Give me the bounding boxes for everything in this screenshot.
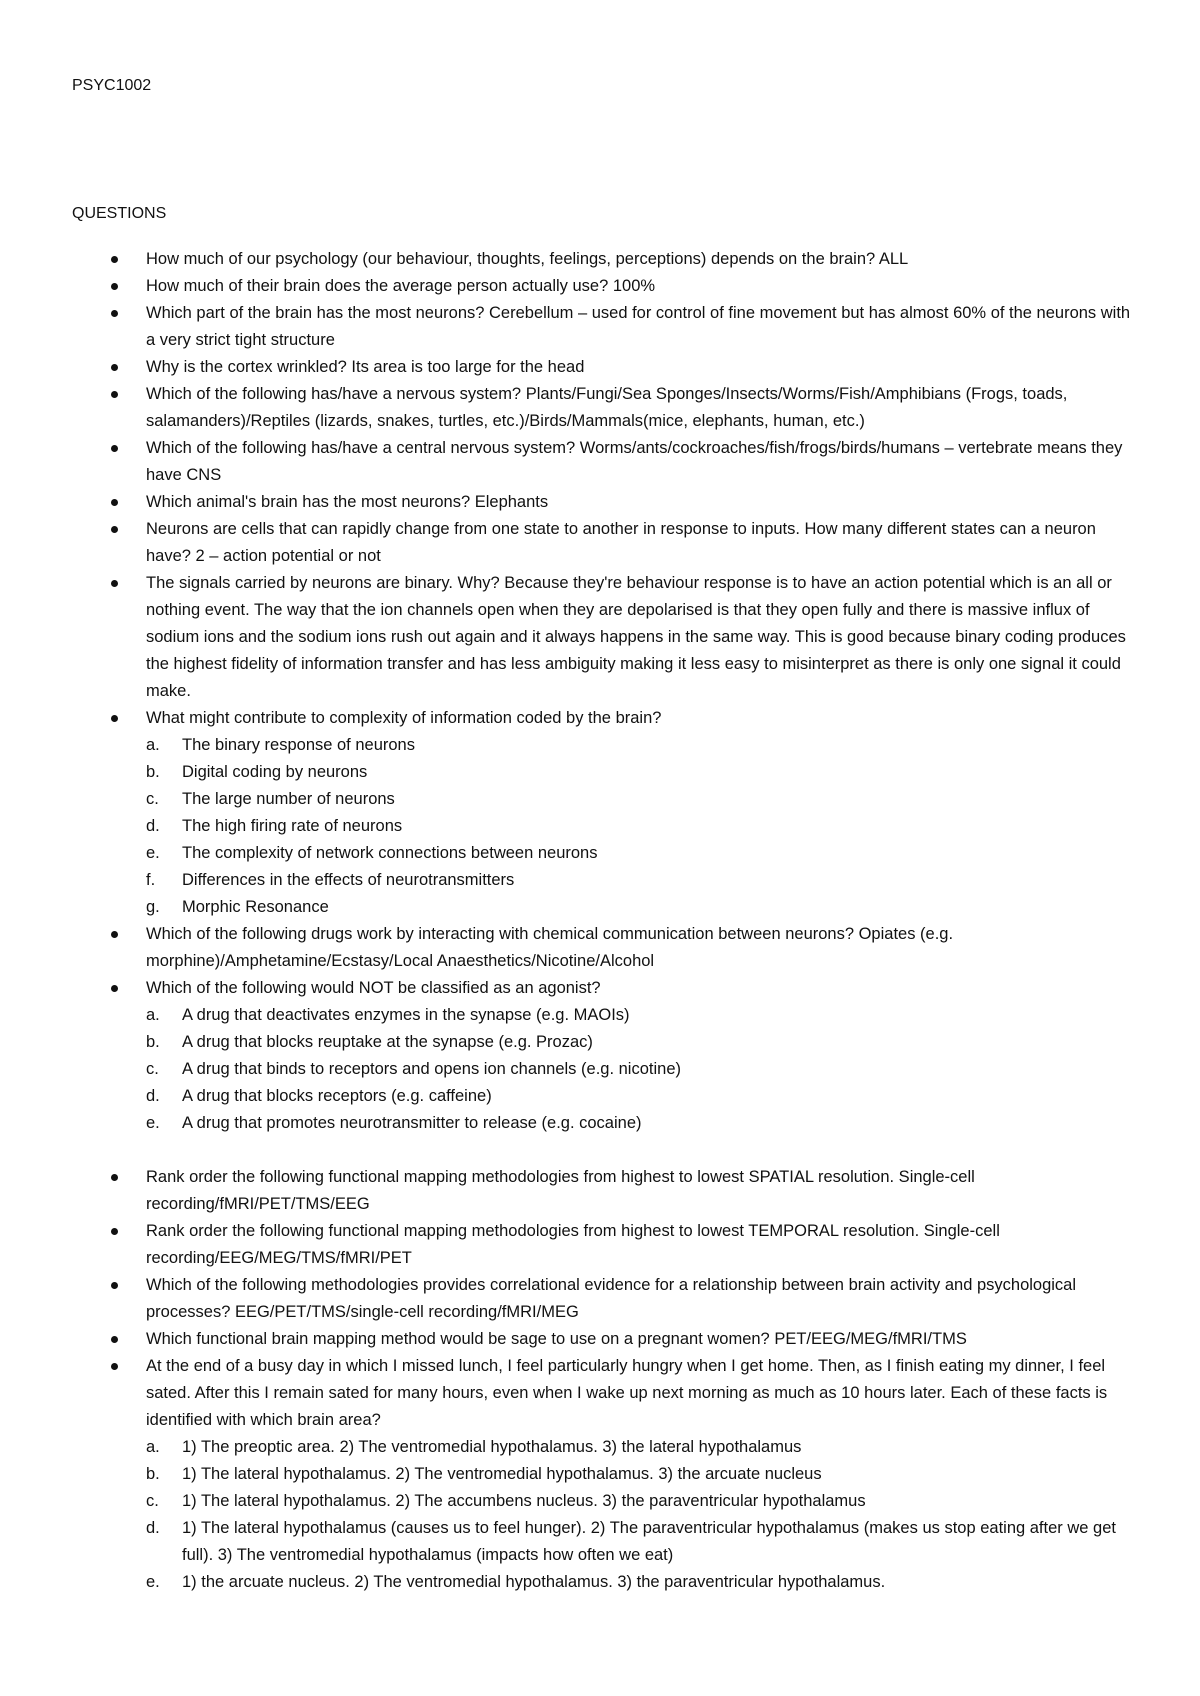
option-text: The binary response of neurons bbox=[182, 736, 415, 754]
option-item bbox=[146, 1488, 1132, 1515]
question-text: What might contribute to complexity of information coded by the brain? bbox=[146, 709, 662, 727]
option-letter: e. bbox=[146, 844, 160, 862]
option-letter: g. bbox=[146, 898, 160, 916]
question-item bbox=[96, 300, 1132, 354]
option-item bbox=[146, 1110, 1132, 1137]
option-text: The large number of neurons bbox=[182, 790, 395, 808]
question-item bbox=[96, 354, 1132, 381]
option-letter: e. bbox=[146, 1573, 160, 1591]
option-item bbox=[146, 1056, 1132, 1083]
option-text: The high firing rate of neurons bbox=[182, 817, 403, 835]
question-item bbox=[96, 1326, 1132, 1353]
course-code: PSYC1002 bbox=[72, 77, 152, 94]
question-item bbox=[96, 489, 1132, 516]
question-text: How much of our psychology (our behaviour, thoughts, feelings, perceptions) depends on the brain? ALL bbox=[146, 250, 909, 268]
option-text: A drug that binds to receptors and opens ion channels (e.g. nicotine) bbox=[182, 1060, 681, 1078]
option-text: Digital coding by neurons bbox=[182, 763, 368, 781]
question-text: Which of the following drugs work by interacting with chemical communication between neurons? Opiates (e.g. morphine)/Amphetamine/Ecstasy/Local Anaesthetics/Nicotine/Alcohol bbox=[146, 925, 954, 970]
option-text: The complexity of network connections between neurons bbox=[182, 844, 598, 862]
option-letter: b. bbox=[146, 1033, 160, 1051]
question-text: Rank order the following functional mapping methodologies from highest to lowest SPATIAL resolution. Single-cell recording/fMRI/PET/TMS/EEG bbox=[146, 1168, 975, 1213]
option-item bbox=[146, 1569, 1132, 1596]
question-item bbox=[96, 381, 1132, 435]
option-item bbox=[146, 732, 1132, 759]
question-text: How much of their brain does the average person actually use? 100% bbox=[146, 277, 656, 295]
option-item bbox=[146, 1515, 1132, 1569]
question-item bbox=[96, 1218, 1132, 1272]
option-item bbox=[146, 1083, 1132, 1110]
question-text: Which functional brain mapping method would be sage to use on a pregnant women? PET/EEG/MEG/fMRI/TMS bbox=[146, 1330, 967, 1348]
option-list bbox=[146, 732, 1132, 921]
option-item bbox=[146, 894, 1132, 921]
question-text: Why is the cortex wrinkled? Its area is too large for the head bbox=[146, 358, 585, 376]
question-text: Which of the following methodologies provides correlational evidence for a relationship between brain activity and psychological processes? EEG/PET/TMS/single-cell recording/fMRI/MEG bbox=[146, 1276, 1077, 1321]
question-text: At the end of a busy day in which I missed lunch, I feel particularly hungry when I get home. Then, as I finish eating my dinner, I feel sated. After this I remain sated for many hours, even when I wake up next morning as much as 10 hours later. Each of these facts is identified with which brain area? bbox=[146, 1357, 1108, 1429]
option-list bbox=[146, 1002, 1132, 1137]
option-letter: f. bbox=[146, 871, 156, 889]
option-letter: d. bbox=[146, 817, 160, 835]
question-text: Which of the following would NOT be classified as an agonist? bbox=[146, 979, 601, 997]
option-text: A drug that deactivates enzymes in the synapse (e.g. MAOIs) bbox=[182, 1006, 630, 1024]
option-item bbox=[146, 1029, 1132, 1056]
option-letter: c. bbox=[146, 790, 159, 808]
option-letter: b. bbox=[146, 763, 160, 781]
option-text: A drug that blocks reuptake at the synapse (e.g. Prozac) bbox=[182, 1033, 593, 1051]
option-item bbox=[146, 840, 1132, 867]
question-item bbox=[96, 435, 1132, 489]
option-item bbox=[146, 1461, 1132, 1488]
option-list bbox=[146, 1434, 1132, 1596]
option-text: 1) The preoptic area. 2) The ventromedial hypothalamus. 3) the lateral hypothalamus bbox=[182, 1438, 802, 1456]
question-text: Which of the following has/have a nervous system? Plants/Fungi/Sea Sponges/Insects/Worms/Fish/Amphibians (Frogs, toads, salamanders)/Reptiles (lizards, snakes, turtles, etc.)/Birds/Mammals(mice, elephants, human, etc.) bbox=[146, 385, 1068, 430]
option-letter: a. bbox=[146, 1438, 160, 1456]
option-text: A drug that promotes neurotransmitter to release (e.g. cocaine) bbox=[182, 1114, 642, 1132]
question-text: Rank order the following functional mapping methodologies from highest to lowest TEMPORAL resolution. Single-cell recording/EEG/MEG/TMS/fMRI/PET bbox=[146, 1222, 1000, 1267]
question-item bbox=[96, 1164, 1132, 1218]
option-item bbox=[146, 786, 1132, 813]
option-letter: d. bbox=[146, 1087, 160, 1105]
option-item bbox=[146, 759, 1132, 786]
question-item bbox=[96, 273, 1132, 300]
option-item bbox=[146, 1002, 1132, 1029]
option-item bbox=[146, 867, 1132, 894]
question-item bbox=[96, 1272, 1132, 1326]
question-text: The signals carried by neurons are binary. Why? Because they're behaviour response is to have an action potential which is an all or nothing event. The way that the ion channels open when they are depolarised is that they open fully and there is massive influx of sodium ions and the sodium ions rush out again and it always happens in the same way. This is good because binary coding produces the highest fidelity of information transfer and has less ambiguity making it less easy to misinterpret as there is only one signal it could make. bbox=[146, 574, 1126, 700]
question-text: Which of the following has/have a central nervous system? Worms/ants/cockroaches/fish/frogs/birds/humans – vertebrate means they have CNS bbox=[146, 439, 1123, 484]
option-letter: b. bbox=[146, 1465, 160, 1483]
option-item bbox=[146, 1434, 1132, 1461]
question-text: Neurons are cells that can rapidly change from one state to another in response to inputs. How many different states can a neuron have? 2 – action potential or not bbox=[146, 520, 1096, 565]
option-text: 1) the arcuate nucleus. 2) The ventromedial hypothalamus. 3) the paraventricular hypothalamus. bbox=[182, 1573, 886, 1591]
option-item bbox=[146, 813, 1132, 840]
question-text: Which part of the brain has the most neurons? Cerebellum – used for control of fine movement but has almost 60% of the neurons with a very strict tight structure bbox=[146, 304, 1131, 349]
option-text: A drug that blocks receptors (e.g. caffeine) bbox=[182, 1087, 492, 1105]
option-letter: a. bbox=[146, 1006, 160, 1024]
option-letter: d. bbox=[146, 1519, 160, 1537]
question-list bbox=[96, 246, 1132, 1596]
question-item bbox=[96, 1353, 1132, 1596]
question-item bbox=[96, 516, 1132, 570]
option-text: 1) The lateral hypothalamus. 2) The accumbens nucleus. 3) the paraventricular hypothalamus bbox=[182, 1492, 866, 1510]
question-item bbox=[96, 570, 1132, 705]
option-text: 1) The lateral hypothalamus. 2) The ventromedial hypothalamus. 3) the arcuate nucleus bbox=[182, 1465, 822, 1483]
option-text: 1) The lateral hypothalamus (causes us to feel hunger). 2) The paraventricular hypothalamus (makes us stop eating after we get full). 3) The ventromedial hypothalamus (impacts how often we eat) bbox=[182, 1519, 1116, 1564]
section-heading: QUESTIONS bbox=[72, 205, 167, 222]
question-item bbox=[96, 921, 1132, 975]
option-text: Differences in the effects of neurotransmitters bbox=[182, 871, 515, 889]
option-letter: c. bbox=[146, 1492, 159, 1510]
question-item bbox=[96, 246, 1132, 273]
question-text: Which animal's brain has the most neurons? Elephants bbox=[146, 493, 549, 511]
option-letter: a. bbox=[146, 736, 160, 754]
option-letter: e. bbox=[146, 1114, 160, 1132]
question-item bbox=[96, 975, 1132, 1137]
option-text: Morphic Resonance bbox=[182, 898, 329, 916]
option-letter: c. bbox=[146, 1060, 159, 1078]
question-item bbox=[96, 705, 1132, 921]
